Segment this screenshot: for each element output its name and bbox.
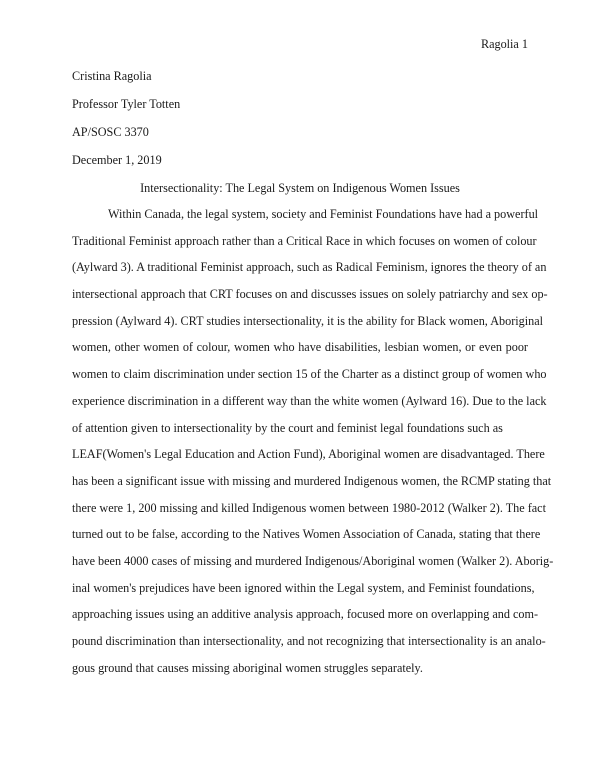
body-line: pound discrimination than intersectionality, and not recognizing that intersectionality is an analo- (72, 634, 546, 648)
course-code: AP/SOSC 3370 (72, 125, 149, 139)
body-line: approaching issues using an additive analysis approach, focused more on overlapping and com- (72, 607, 539, 622)
body-line: Within Canada, the legal system, society and Feminist Foundations have had a powerful (108, 207, 539, 221)
body-line: inal women's prejudices have been ignored within the Legal system, and Feminist foundations, (72, 580, 535, 595)
body-line: LEAF(Women's Legal Education and Action Fund), Aboriginal women are disadvantaged. There (72, 447, 545, 462)
body-line: of attention given to intersectionality by the court and feminist legal foundations such as (72, 420, 503, 435)
paper-date: December 1, 2019 (72, 153, 162, 167)
body-line: women, other women of colour, women who have disabilities, lesbian women, or even poor (72, 340, 528, 355)
body-line: (Aylward 3). A traditional Feminist approach, such as Radical Feminism, ignores the theory of an (72, 260, 547, 275)
body-line: gous ground that causes missing aboriginal women struggles separately. (72, 660, 423, 675)
body-line: Traditional Feminist approach rather than a Critical Race in which focuses on women of colour (72, 233, 537, 248)
paper-title: Intersectionality: The Legal System on Indigenous Women Issues (140, 181, 460, 195)
body-line: have been 4000 cases of missing and murdered Indigenous/Aboriginal women (Walker 2). Aborig- (72, 553, 554, 568)
body-line: there were 1, 200 missing and killed Indigenous women between 1980-2012 (Walker 2). The fact (72, 500, 546, 515)
body-line: intersectional approach that CRT focuses on and discusses issues on solely patriarchy and sex op- (72, 287, 548, 302)
body-line: turned out to be false, according to the Natives Women Association of Canada, stating that there (72, 527, 541, 542)
body-line: women to claim discrimination under section 15 of the Charter as a distinct group of women who (72, 367, 547, 382)
body-paragraph (72, 206, 554, 686)
instructor-name: Professor Tyler Totten (72, 97, 181, 111)
body-line: experience discrimination in a different way than the white women (Aylward 16). Due to the lack (72, 393, 547, 408)
body-line: pression (Aylward 4). CRT studies intersectionality, it is the ability for Black women, Aboriginal (72, 313, 544, 328)
author-name: Cristina Ragolia (72, 69, 152, 83)
running-head: Ragolia 1 (480, 37, 528, 51)
body-line: has been a significant issue with missing and murdered Indigenous women, the RCMP stating that (72, 473, 552, 488)
